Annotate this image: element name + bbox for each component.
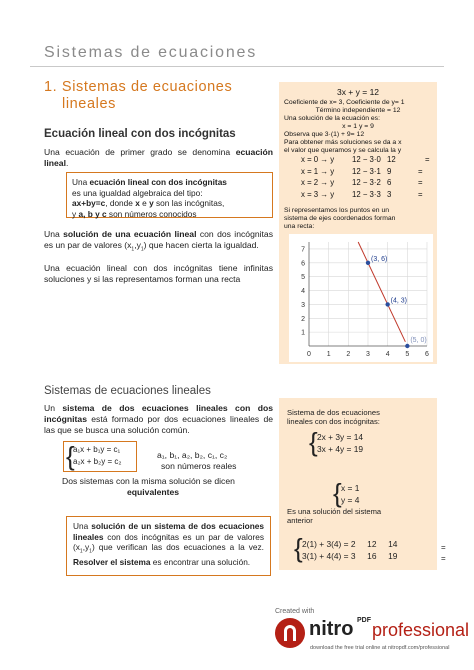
brace-icon: {: [66, 441, 75, 471]
y-tick-label: 7: [301, 246, 305, 254]
var-x: x: [135, 198, 140, 208]
y-tick-label: 4: [301, 288, 305, 296]
box-text: son números conocidos: [106, 208, 197, 219]
pdf-superscript: PDF: [357, 617, 371, 624]
box-text: , donde: [105, 198, 136, 208]
brace-icon: {: [333, 478, 342, 508]
nitro-wordmark: nitro: [309, 618, 354, 640]
x-tick-label: 4: [385, 351, 390, 358]
example-eq1: 2x + 3y = 14: [317, 432, 364, 442]
point-label: (5, 0): [410, 337, 427, 344]
box-text: Una: [73, 521, 92, 531]
example-eq2: 3x + 4y = 19: [317, 444, 364, 454]
x-tick-label: 1: [326, 351, 331, 358]
point-label: (3, 6): [371, 255, 388, 263]
table-row-expr: 12 − 3·0: [352, 155, 381, 164]
line-chart: [289, 234, 433, 362]
sol-text: con dos incógnitas es un par de valores (x: [44, 229, 273, 250]
header-rule: [30, 66, 444, 67]
y-tick-label: 5: [301, 274, 305, 282]
table-row-result: 9: [387, 167, 392, 176]
system-title2: lineales con dos incógnitas:: [287, 417, 380, 426]
infinite-solutions-paragraph: Una ecuación lineal con dos incógnitas tiene infinitas soluciones y si las representamos forman una recta: [44, 263, 273, 284]
table-row-result: 3: [387, 190, 392, 199]
represent-line1: Si representamos los puntos en un: [284, 207, 390, 214]
table-row-result: 12: [387, 155, 396, 164]
equivalent-line2: equivalentes: [127, 487, 180, 497]
system-eq2: a₂x + b₂y = c₂: [73, 457, 122, 466]
professional-wordmark: professional: [372, 620, 470, 640]
def-bold: sistema de dos ecuaciones lineales con dos incógnitas: [44, 403, 273, 424]
coef-text: Coeficiente de x= 3, Coeficiente de y= 1: [284, 99, 405, 106]
solution-note1: Es una solución del sistema: [287, 507, 382, 516]
data-point: [405, 344, 409, 348]
equals-mark: =: [418, 167, 423, 176]
box-bold: solución de un sistema de dos ecuaciones lineales: [73, 521, 264, 542]
solution-paragraph: Una solución de una ecuación lineal con dos incógnitas es un par de valores $(x_1,y_1)$ que hacen cierta la igualdad.: [44, 229, 273, 253]
system-definition: [44, 403, 273, 436]
solution-y: y = 4: [341, 495, 360, 505]
table-row: x = 2 → y: [301, 178, 335, 187]
solution-intro: Una solución de la ecuación es:: [284, 115, 380, 122]
equals-mark: =: [441, 554, 446, 563]
data-point: [366, 261, 370, 265]
table-row-expr: 12 − 3·3: [352, 190, 381, 199]
coefficient-note: son números reales: [161, 461, 237, 471]
method-line2: el valor que queramos y se calcula la y: [284, 147, 402, 154]
box-bold: Resolver el sistema: [73, 557, 151, 568]
box-bold: ecuación lineal con dos incógnitas: [89, 177, 227, 187]
section-title-line1: 1. Sistemas de ecuaciones: [44, 79, 233, 95]
sol-bold: solución de una ecuación lineal: [63, 229, 197, 239]
equals-mark: =: [441, 543, 446, 552]
table-row: x = 1 → y: [301, 167, 335, 176]
verify-eq2: 3(1) + 4(4) = 3 16 19: [302, 551, 398, 561]
box-text: Una: [72, 177, 90, 187]
general-system-box: [63, 441, 137, 472]
sol-text: ) que hacen cierta la igualdad.: [143, 240, 259, 250]
box-text: ) que verifican las dos ecuaciones a la vez.: [91, 542, 264, 552]
page-header-title: Sistemas de ecuaciones: [44, 44, 258, 61]
box-text: con dos incógnitas es un par de valores (x: [73, 531, 264, 552]
subtitle-systems: Sistemas de ecuaciones lineales: [44, 385, 211, 397]
check-text: Observa que 3·(1) + 9= 12: [284, 131, 365, 138]
table-row: [301, 156, 334, 164]
system-example-panel: [279, 398, 437, 570]
point-label: (4, 3): [390, 297, 408, 305]
equals-mark: =: [418, 190, 423, 199]
system-eq1: a₁x + b₁y = c₁: [73, 445, 121, 454]
example-panel: [279, 82, 437, 364]
x-tick-label: 5: [405, 351, 410, 358]
coefficients: a, b y c: [78, 208, 107, 219]
def-text: está formado por dos ecuaciones lineales de las que se busca una solución común.: [44, 414, 273, 435]
y-tick-label: 1: [301, 329, 305, 337]
section-title-line2: lineales: [62, 96, 116, 112]
example-equation: 3x + y = 12: [336, 87, 380, 97]
represent-line2: sistema de ejes coordenados forman: [284, 215, 396, 222]
definition-box: [66, 172, 273, 218]
var-y: y: [149, 198, 154, 208]
x-tick-label: 2: [346, 351, 351, 358]
equals-mark: =: [418, 178, 423, 187]
verify-eq1: 2(1) + 3(4) = 2 12 14: [302, 539, 398, 549]
equals-mark: =: [425, 155, 430, 164]
equivalent-line1: Dos sistemas con la misma solución se dicen: [62, 476, 235, 486]
intro-paragraph: Una ecuación de primer grado se denomina ecuación lineal.: [44, 147, 273, 168]
box-text: ,y: [82, 542, 90, 552]
system-title1: Sistema de dos ecuaciones: [287, 408, 380, 417]
y-tick-label: 2: [301, 315, 305, 323]
intro-bold: ecuación lineal: [44, 147, 273, 168]
x-tick-label: 0: [307, 351, 311, 358]
coefficient-list: a₁, b₁, a₂, b₂, c₁, c₂: [157, 450, 228, 460]
solution-note2: anterior: [287, 516, 313, 525]
indep-text: Término independiente = 12: [315, 107, 401, 114]
box-text: son las incógnitas,: [153, 198, 225, 208]
general-form: ax+by=c: [72, 198, 106, 208]
system-solution-box: Una solución de un sistema de dos ecuaciones lineales con dos incógnitas es un par de valores $(x_1,y_1)$ que verifican las dos ecuaciones a la vez. Resolver el sistema es encontrar una solución.: [66, 516, 271, 576]
sol-text: ,y: [134, 240, 141, 250]
box-text: es encontrar una solución.: [150, 557, 251, 568]
table-row-expr: 12 − 3·2: [352, 178, 381, 187]
download-text: download the free trial online at nitropdf.com/professional: [310, 645, 450, 651]
box-line2: es una igualdad algebraica del tipo:: [72, 187, 203, 198]
table-row-result: 6: [387, 178, 392, 187]
y-tick-label: 6: [301, 260, 305, 268]
intro-text: Una ecuación de primer grado se denomina: [44, 147, 236, 157]
table-row: x = 3 → y: [301, 190, 335, 199]
solution-values: x = 1 y = 9: [342, 123, 374, 130]
x-tick-label: 3: [366, 351, 370, 358]
row-x: x = 0 → y: [301, 155, 335, 164]
subtitle-linear-equation: Ecuación lineal con dos incógnitas: [44, 128, 236, 140]
created-with-text: Created with: [275, 608, 315, 615]
y-tick-label: 3: [301, 301, 305, 309]
def-text: Un: [44, 403, 63, 413]
data-point: [385, 302, 389, 306]
brace-icon: {: [309, 427, 318, 457]
brace-icon: {: [294, 533, 303, 563]
box-text: e: [139, 198, 150, 208]
nitro-logo-icon: [275, 618, 305, 648]
sol-text: Una: [44, 229, 64, 239]
table-row-expr: 12 − 3·1: [352, 167, 381, 176]
x-tick-label: 6: [425, 351, 429, 358]
represent-line3: una recta:: [284, 223, 315, 230]
solution-x: x = 1: [341, 483, 360, 493]
section-title: [44, 79, 254, 113]
method-line1: Para obtener más soluciones se da a x: [284, 139, 402, 146]
box-text: y: [72, 208, 79, 219]
